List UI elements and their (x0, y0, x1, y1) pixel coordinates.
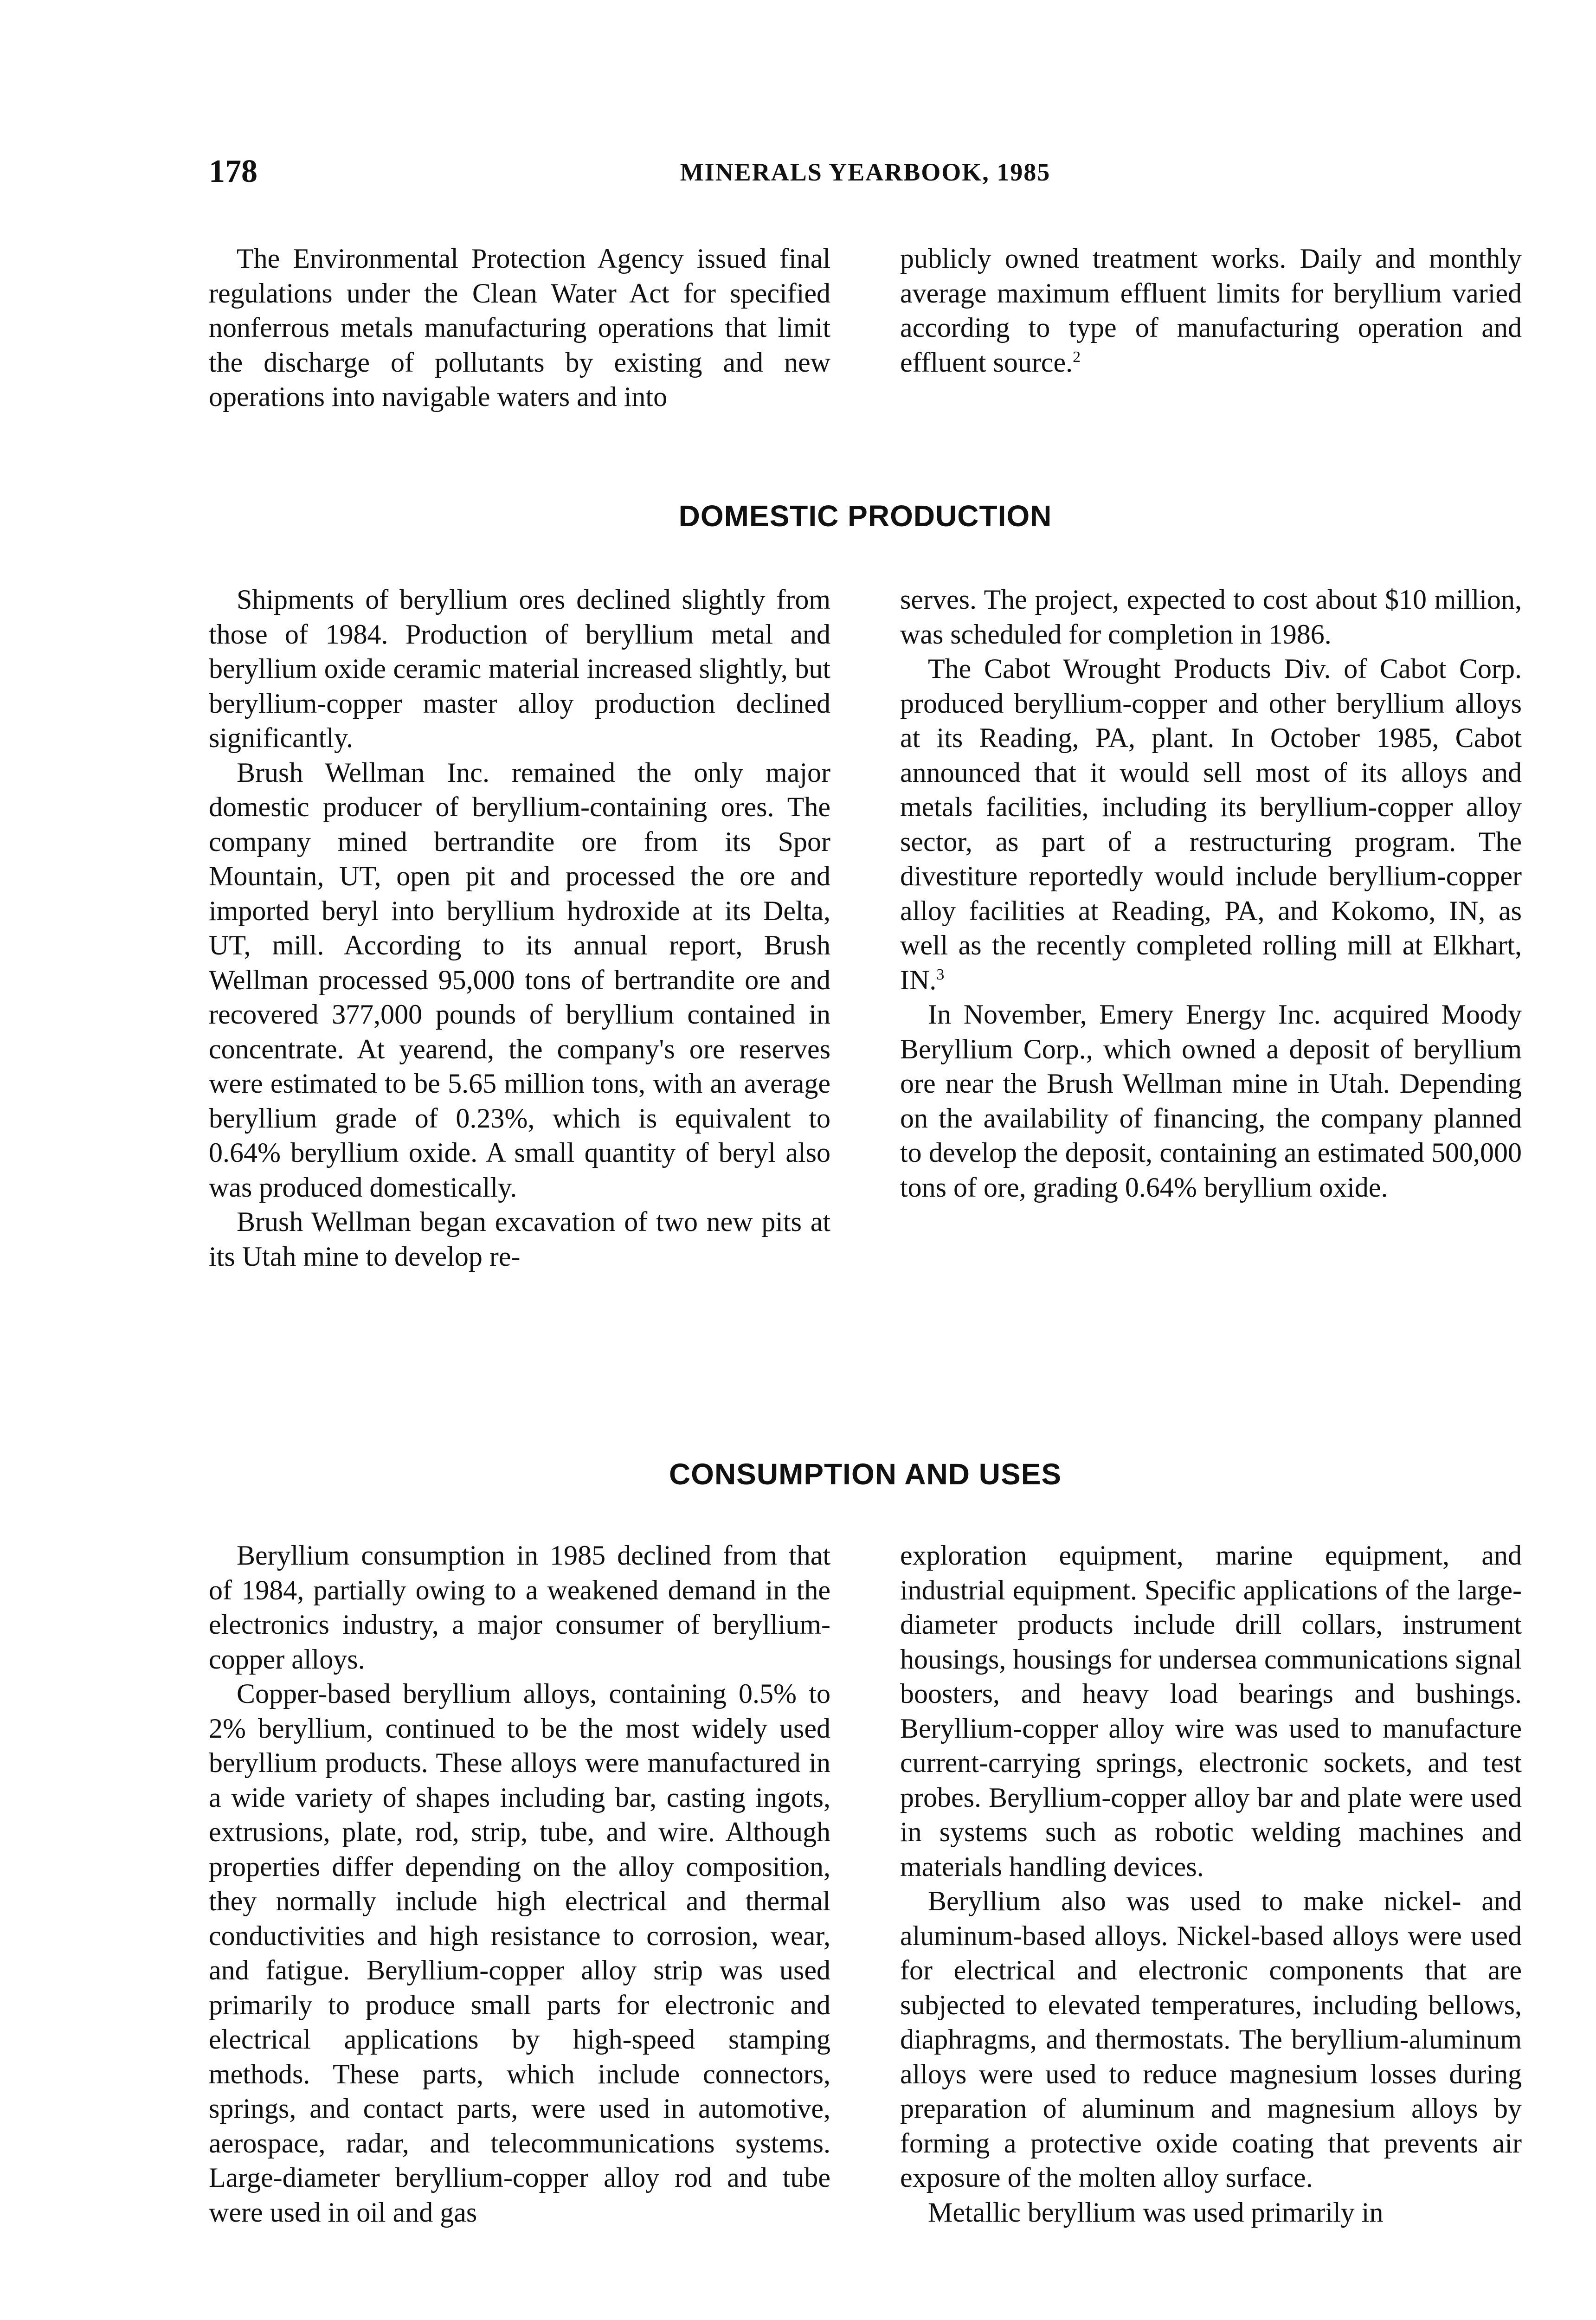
paragraph: Metallic beryllium was used primarily in (928, 2197, 1384, 2228)
intro-section (209, 241, 1522, 414)
page-number: 178 (209, 154, 257, 189)
paragraph: Beryllium consumption in 1985 declined from that of 1984, partially owing to a weakened demand in the electronics industry, a major consumer of beryllium-copper alloys. (209, 1540, 830, 1675)
paragraph (900, 241, 1522, 380)
paragraph: In November, Emery Energy Inc. acquired Moody Beryllium Corp., which owned a deposit of beryllium ore near the Brush Wellman mine in Utah. Depending on the availability of financing, the company planned to develop the deposit, containing an estimated 500,000 tons of ore, grading 0.64% beryllium oxide. (900, 999, 1522, 1203)
page-header (209, 153, 1522, 200)
paragraph: Brush Wellman Inc. remained the only major domestic producer of beryllium-containing ores. The company mined bertrandite ore from its Spor Mountain, UT, open pit and processed the ore and imported beryl into beryllium hydroxide at its Delta, UT, mill. According to its annual report, Brush Wellman processed 95,000 tons of bertrandite ore and recovered 377,000 pounds of beryllium contained in concentrate. At yearend, the company's ore reserves were estimated to be 5.65 million tons, with an average beryllium grade of 0.23%, which is equivalent to 0.64% beryllium oxide. A small quantity of beryl also was produced domestically. (209, 757, 830, 1203)
paragraph: Shipments of beryllium ores declined slightly from those of 1984. Production of beryllium metal and beryllium oxide ceramic material increased slightly, but beryllium-copper master alloy production declined significantly. (209, 584, 830, 753)
running-title: MINERALS YEARBOOK, 1985 (680, 158, 1051, 186)
paragraph (900, 651, 1522, 997)
paragraph: Beryllium also was used to make nickel- and aluminum-based alloys. Nickel-based alloys were used for electrical and electronic components that are subjected to elevated temperatures, including bellows, diaphragms, and thermostats. The beryllium-aluminum alloys were used to reduce magnesium losses during preparation of aluminum and magnesium alloys by forming a protective oxide coating that prevents air exposure of the molten alloy surface. (900, 1886, 1522, 2193)
footnote-ref: 2 (1073, 348, 1081, 366)
intro-right-column (900, 241, 1522, 414)
section-heading-domestic-production: DOMESTIC PRODUCTION (678, 499, 1052, 533)
footnote-ref: 3 (936, 966, 945, 983)
paragraph: Copper-based beryllium alloys, containing 0.5% to 2% beryllium, continued to be the most widely used beryllium products. These alloys were manufactured in a wide variety of shapes including bar, casting ingots, extrusions, plate, rod, strip, tube, and wire. Although properties differ depending on the alloy composition, they normally include high electrical and thermal conductivities and high resistance to corrosion, wear, and fatigue. Beryllium-copper alloy strip was used primarily to produce small parts for electronic and electrical applications by high-speed stamping methods. These parts, which include connectors, springs, and contact parts, were used in automotive, aerospace, radar, and telecommunications systems. Large-diameter beryllium-copper alloy rod and tube were used in oil and gas (209, 1678, 830, 2228)
consumption-section (209, 1538, 1522, 2230)
domestic-right-column (900, 582, 1522, 1274)
intro-left-column (209, 241, 830, 414)
consumption-right-column (900, 1538, 1522, 2230)
paragraph: The Environmental Protection Agency issued final regulations under the Clean Water Act for specified nonferrous metals manufacturing operations that limit the discharge of pollutants by existing and new operations into navigable waters and into (209, 243, 830, 412)
consumption-left-column (209, 1538, 830, 2230)
paragraph: serves. The project, expected to cost about $10 million, was scheduled for completion in 1986. (900, 584, 1522, 650)
paragraph: exploration equipment, marine equipment, and industrial equipment. Specific applications of the large-diameter products include drill collars, instrument housings, housings for undersea communications signal boosters, and heavy load bearings and bushings. Beryllium-copper alloy wire was used to manufacture current-carrying springs, electronic sockets, and test probes. Beryllium-copper alloy bar and plate were used in systems such as robotic welding machines and materials handling devices. (900, 1540, 1522, 1882)
domestic-left-column (209, 582, 830, 1274)
section-heading-consumption-and-uses: CONSUMPTION AND USES (669, 1457, 1062, 1491)
paragraph-text: publicly owned treatment works. Daily and monthly average maximum effluent limits for beryllium varied according to type of manufacturing operation and effluent source. (900, 243, 1522, 378)
paragraph-text: The Cabot Wrought Products Div. of Cabot Corp. produced beryllium-copper and other beryllium alloys at its Reading, PA, plant. In October 1985, Cabot announced that it would sell most of its alloys and metals facilities, including its beryllium-copper alloy sector, as part of a restructuring program. The divestiture reportedly would include beryllium-copper alloy facilities at Reading, PA, and Kokomo, IN, as well as the recently completed rolling mill at Elkhart, IN. (900, 653, 1522, 995)
paragraph: Brush Wellman began excavation of two new pits at its Utah mine to develop re- (209, 1206, 830, 1272)
domestic-production-section (209, 582, 1522, 1274)
